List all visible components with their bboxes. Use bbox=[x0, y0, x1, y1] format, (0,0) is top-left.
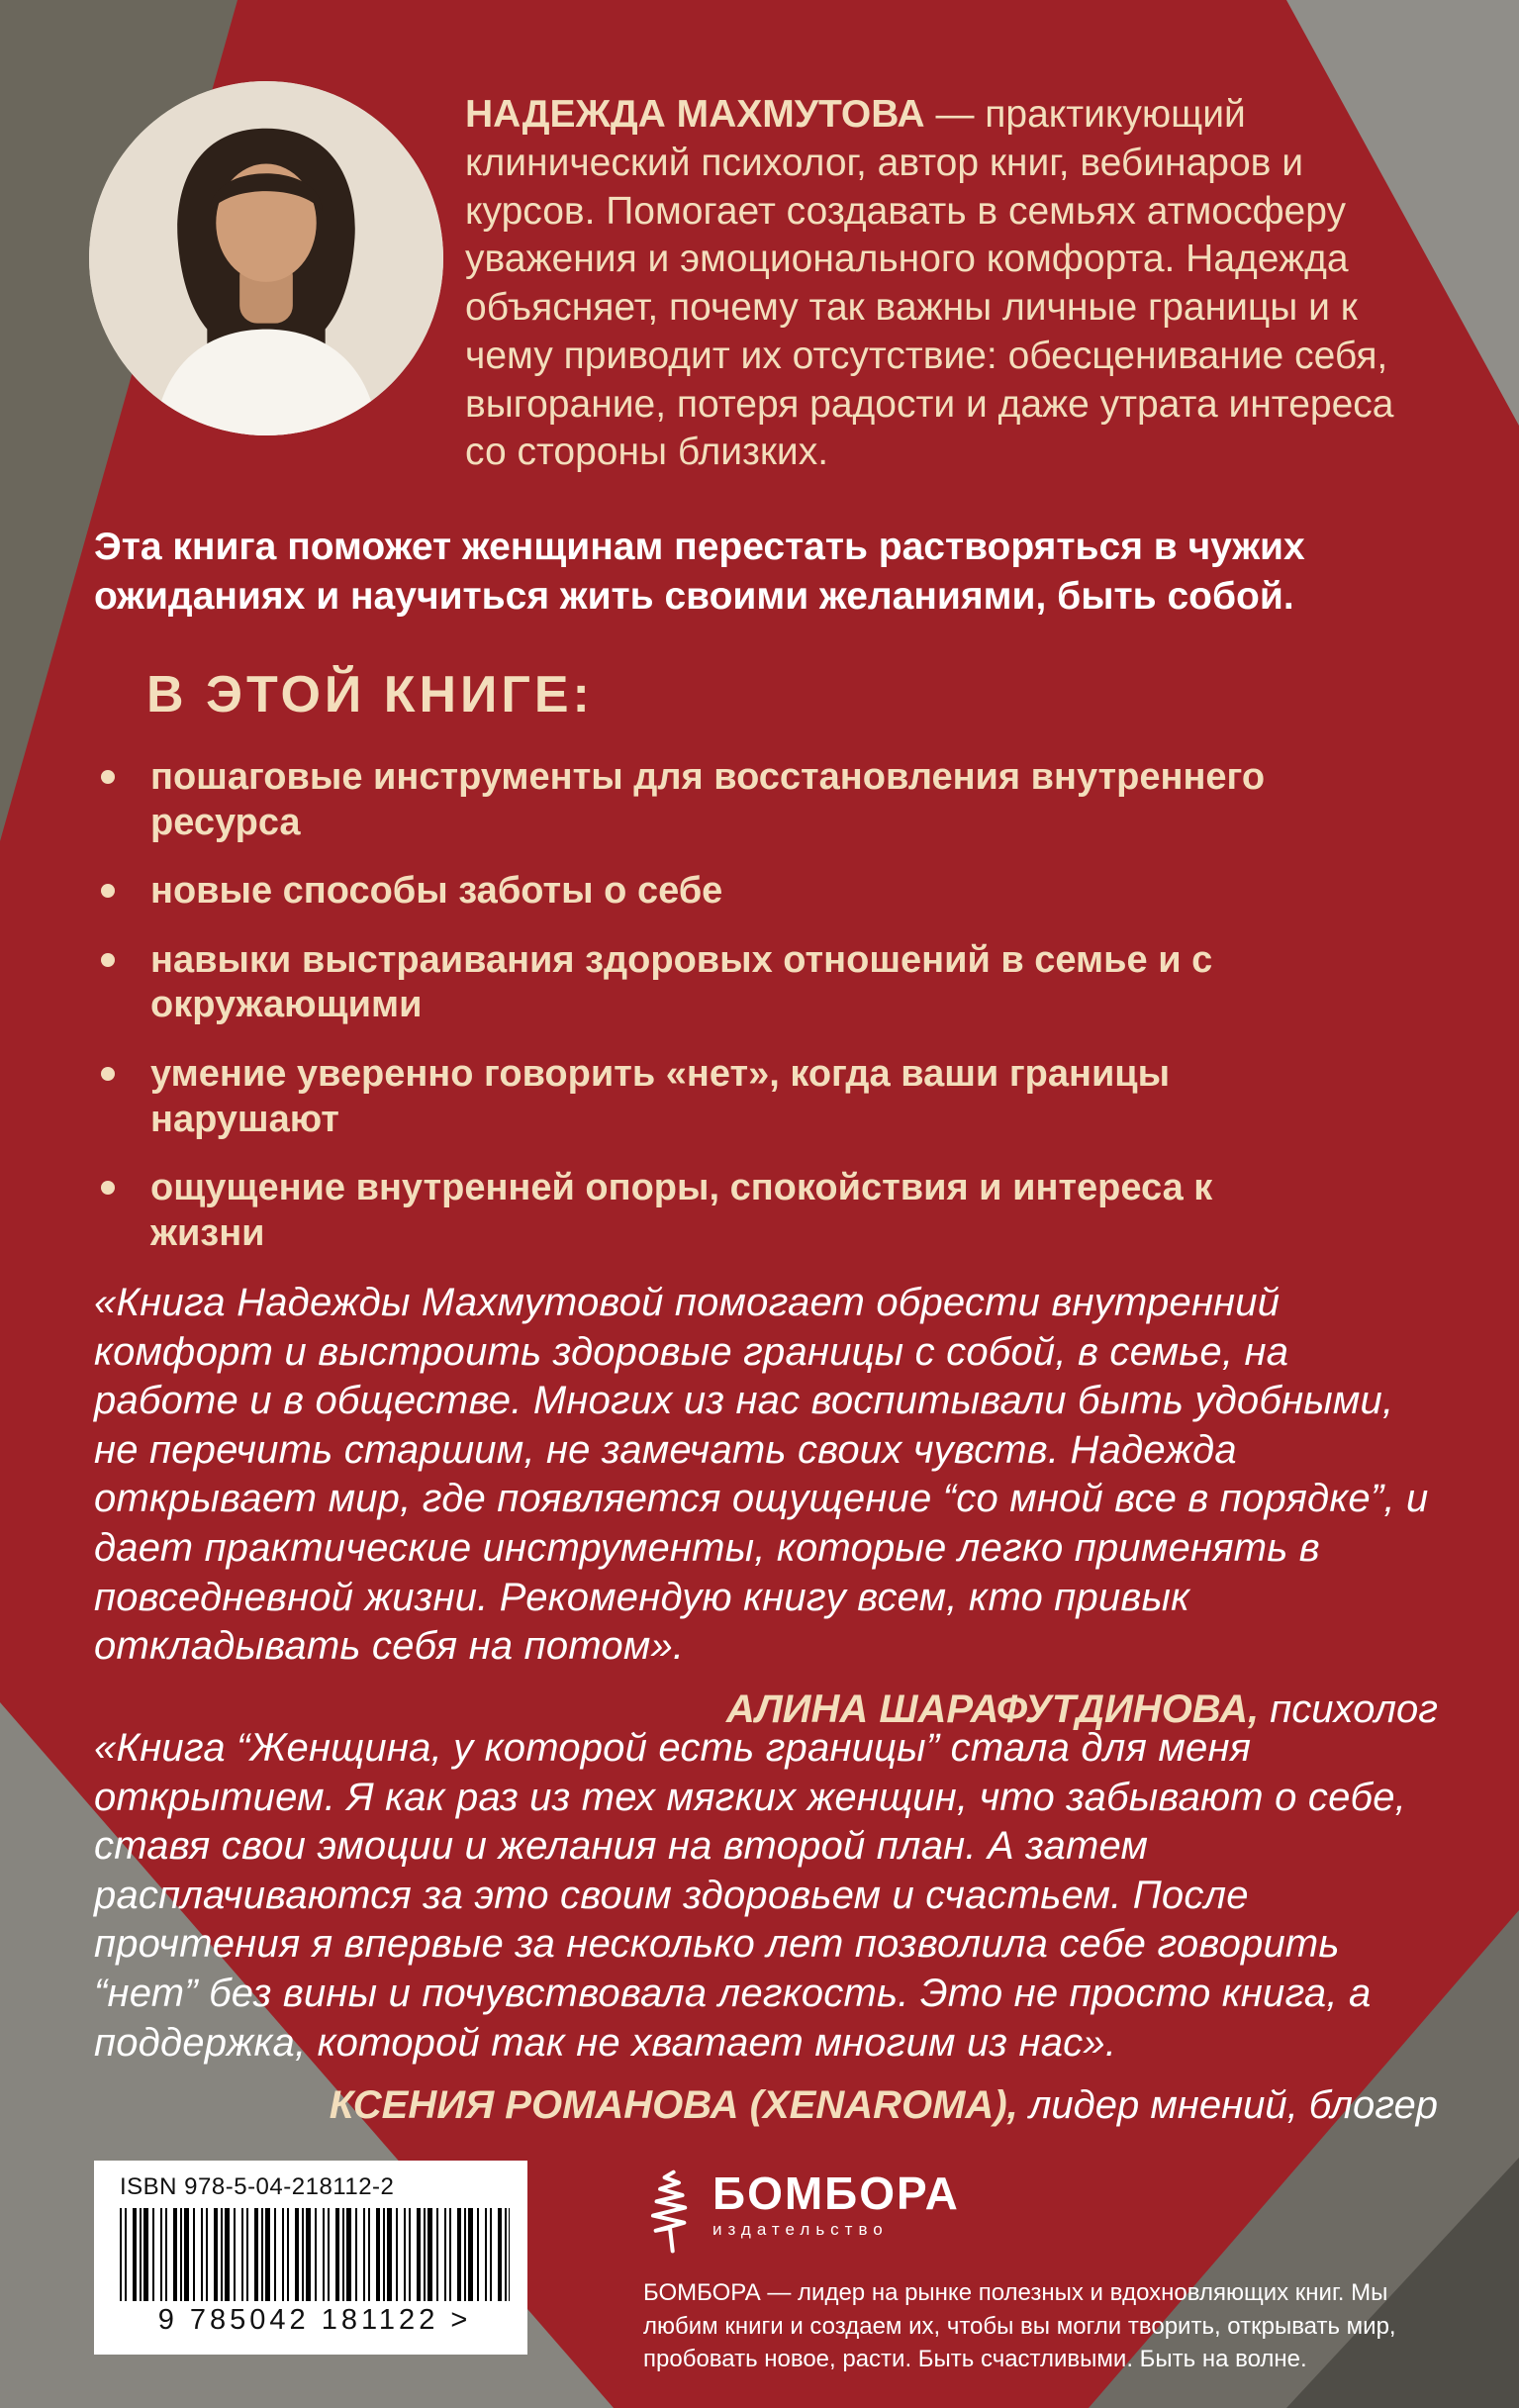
list-item bbox=[99, 755, 1286, 845]
isbn-label: ISBN 978-5-04-218112-2 bbox=[120, 2173, 395, 2200]
publisher-subtitle: издательство bbox=[712, 2220, 889, 2240]
review-quote: «Книга Надежды Махмутовой помогает обрести внутренний комфорт и выстроить здоровые границы с собой, в семье, на работе и в обществе. Многих из нас воспитывали быть удобными, не перечить старшим, не замечать своих чувств. Надежда открывает мир, где появляется ощущение “со мной все в порядке”, и дает практические инструменты, которые легко применять в повседневной жизни. Рекомендую книгу всем, кто привык откладывать себя на потом». bbox=[94, 1281, 1429, 1669]
review-attribution bbox=[94, 2083, 1438, 2128]
list-item bbox=[99, 938, 1286, 1028]
reviewer-role: психолог bbox=[1259, 1686, 1438, 1731]
intro-text: Эта книга поможет женщинам перестать растворяться в чужих ожиданиях и научиться жить своими желаниями, быть собой. bbox=[94, 526, 1305, 618]
reviewer-role: лидер мнений, блогер bbox=[1017, 2083, 1438, 2128]
bullet-icon bbox=[101, 1181, 115, 1195]
list-item-text: новые способы заботы о себе bbox=[150, 870, 723, 913]
list-item bbox=[99, 1052, 1286, 1142]
isbn-barcode-box bbox=[94, 2161, 527, 2355]
list-item bbox=[99, 1166, 1286, 1256]
publisher-logo bbox=[643, 2169, 1430, 2255]
publisher-logo-text bbox=[712, 2169, 960, 2240]
bombora-tree-icon bbox=[643, 2169, 697, 2255]
list-item-text: пошаговые инструменты для восстановления внутреннего ресурса bbox=[150, 756, 1266, 843]
reviewer-name: АЛИНА ШАРАФУТДИНОВА, bbox=[725, 1686, 1260, 1731]
publisher-name: БОМБОРА bbox=[712, 2167, 960, 2219]
list-item-text: навыки выстраивания здоровых отношений в семье и с окружающими bbox=[150, 938, 1213, 1026]
author-name: НАДЕЖДА МАХМУТОВА bbox=[465, 93, 925, 136]
barcode bbox=[120, 2208, 510, 2301]
list-item bbox=[99, 869, 1286, 915]
review-quote: «Книга “Женщина, у которой есть границы” стала для меня открытием. Я как раз из тех мягких женщин, что забывают о себе, ставя свои эмоции и желания на второй план. А затем расплачиваются за это своим здоровьем и счастьем. После прочтения я впервые за несколько лет позволила себе говорить “нет” без вины и почувствовала легкость. Это не просто книга, а поддержка, которой так не хватает многим из нас». bbox=[94, 1726, 1406, 2065]
section-heading: В ЭТОЙ КНИГЕ: bbox=[146, 666, 594, 723]
bullet-icon bbox=[101, 1067, 115, 1081]
publisher-block bbox=[643, 2169, 1430, 2376]
author-bio bbox=[465, 91, 1423, 477]
review-block bbox=[94, 1279, 1438, 1732]
reviewer-name: КСЕНИЯ РОМАНОВА (XENAROMA), bbox=[329, 2083, 1018, 2128]
bullet-icon bbox=[101, 884, 115, 898]
list-item-text: ощущение внутренней опоры, спокойствия и интереса к жизни bbox=[150, 1167, 1213, 1254]
author-photo bbox=[89, 81, 443, 435]
barcode-number: 9 785042 181122 > bbox=[157, 2304, 472, 2336]
publisher-description: БОМБОРА — лидер на рынке полезных и вдохновляющих книг. Мы любим книги и создаем их, чтобы вы могли творить, открывать мир, пробовать новое, расти. Быть счастливыми. Быть на волне. bbox=[643, 2279, 1396, 2373]
list-item-text: умение уверенно говорить «нет», когда ваши границы нарушают bbox=[150, 1052, 1171, 1140]
bullet-icon bbox=[101, 953, 115, 967]
review-block bbox=[94, 1724, 1438, 2128]
feature-list bbox=[99, 755, 1286, 1280]
author-portrait-illustration bbox=[89, 81, 443, 435]
author-bio-text: — практикующий клинический психолог, автор книг, вебинаров и курсов. Помогает создавать в семьях атмосферу уважения и эмоционального комфорта. Надежда объясняет, почему так важны личные границы и к чему приводит их отсутствие: обесценивание себя, выгорание, потеря радости и даже утрата интереса со стороны близких. bbox=[465, 93, 1394, 474]
bullet-icon bbox=[101, 770, 115, 784]
